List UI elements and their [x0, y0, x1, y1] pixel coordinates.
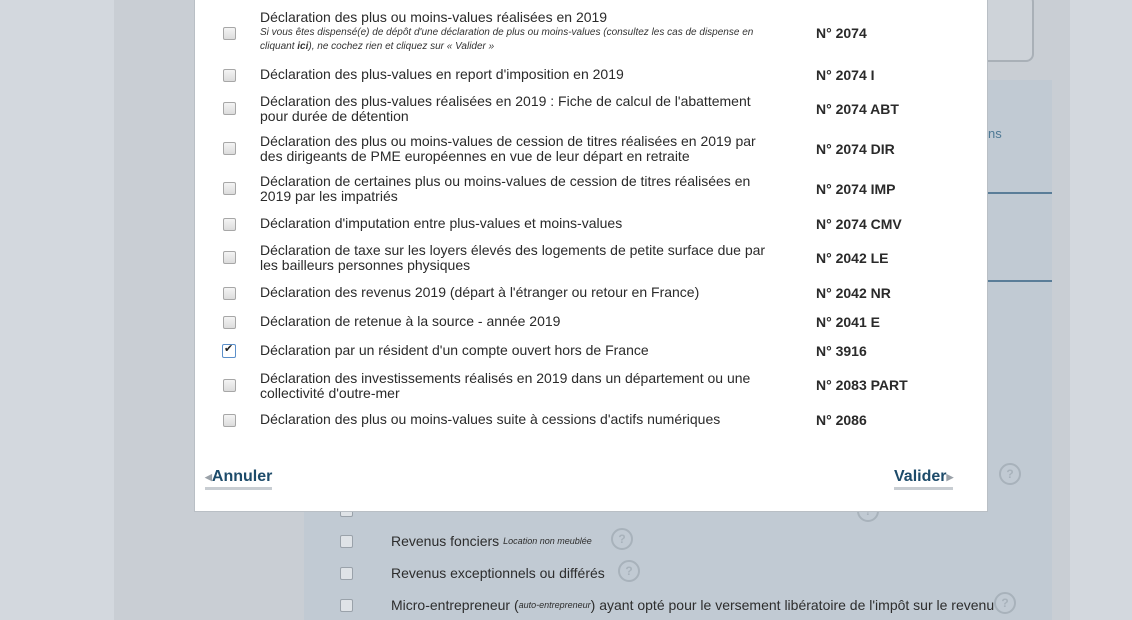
- form-checkbox[interactable]: [223, 27, 236, 40]
- background-row-note: auto-entrepreneur: [518, 600, 591, 610]
- background-checkbox[interactable]: [340, 567, 353, 580]
- form-checkbox[interactable]: [223, 142, 236, 155]
- form-item-label: Déclaration d'imputation entre plus-values et moins-values: [260, 215, 623, 231]
- form-item-label: Déclaration des investissements réalisés en 2019 dans un département ou une collectivité d'outre-mer: [260, 370, 751, 401]
- validate-button[interactable]: [894, 468, 953, 490]
- background-row: [340, 595, 994, 615]
- background-row-label: ) ayant opté pour le versement libératoire de l'impôt sur le revenu: [590, 597, 995, 613]
- background-row-note: Location non meublée: [503, 536, 592, 546]
- background-row-label: Revenus exceptionnels ou différés: [391, 565, 605, 581]
- form-checkbox[interactable]: [223, 316, 236, 329]
- background-row-label: Revenus fonciers: [391, 533, 500, 549]
- help-icon[interactable]: ?: [994, 592, 1016, 614]
- form-checkbox-checked[interactable]: [222, 344, 236, 358]
- validate-button-label: Valider: [894, 468, 947, 485]
- form-number: N° 2074: [816, 25, 867, 41]
- note-text: Si vous êtes dispensé(e) de dépôt d'une déclaration de plus ou moins-values (consultez les cas de dispense en cliquant: [260, 27, 754, 52]
- background-checkbox[interactable]: [340, 535, 353, 548]
- background-row: [340, 531, 592, 551]
- form-item-label: Déclaration des plus ou moins-values de cession de titres réalisées en 2019 par des dirigeants de PME européennes en vue de leur départ en retraite: [260, 133, 756, 164]
- form-number: N° 2074 DIR: [816, 141, 895, 157]
- form-item-label: Déclaration de certaines plus ou moins-values de cession de titres réalisées en 2019 par les impatriés: [260, 173, 751, 204]
- form-item-label: Déclaration de taxe sur les loyers élevés des logements de petite surface due par les bailleurs personnes physiques: [260, 242, 766, 273]
- background-row-label: Micro-entrepreneur (: [391, 597, 519, 613]
- background-divider: [988, 192, 1052, 194]
- help-icon[interactable]: ?: [999, 463, 1021, 485]
- dispense-link[interactable]: ici: [297, 41, 309, 52]
- left-arrow-icon: ◀: [205, 471, 212, 482]
- form-checkbox[interactable]: [223, 218, 236, 231]
- form-item-label: Déclaration des plus-values en report d'imposition en 2019: [260, 66, 624, 82]
- form-selection-dialog: [194, 0, 988, 512]
- form-item-title: Déclaration des plus ou moins-values réalisées en 2019: [260, 9, 608, 25]
- form-item-label: Déclaration des plus ou moins-values suite à cessions d'actifs numériques: [260, 411, 721, 427]
- help-icon[interactable]: ?: [611, 528, 633, 550]
- form-number: N° 2074 I: [816, 67, 875, 83]
- form-checkbox[interactable]: [223, 414, 236, 427]
- background-checkbox[interactable]: [340, 599, 353, 612]
- form-checkbox[interactable]: [223, 69, 236, 82]
- help-icon[interactable]: ?: [618, 560, 640, 582]
- form-checkbox[interactable]: [223, 287, 236, 300]
- right-arrow-icon: ▶: [946, 471, 954, 482]
- form-item-label: Déclaration des plus-values réalisées en 2019 : Fiche de calcul de l'abattement pour durée de détention: [260, 93, 751, 124]
- form-item-label: Déclaration des revenus 2019 (départ à l'étranger ou retour en France): [260, 284, 700, 300]
- background-partial-text: ns: [988, 126, 1002, 141]
- background-row: [340, 563, 605, 583]
- cancel-button-label: Annuler: [211, 468, 273, 485]
- form-checkbox[interactable]: [223, 102, 236, 115]
- form-item-label: [260, 10, 780, 54]
- background-divider: [988, 280, 1052, 282]
- form-item-note: [260, 26, 780, 54]
- form-item-label: Déclaration de retenue à la source - année 2019: [260, 313, 561, 329]
- form-checkbox[interactable]: [223, 251, 236, 264]
- form-number: N° 2074 CMV: [816, 216, 902, 232]
- form-checkbox[interactable]: [223, 182, 236, 195]
- form-number: N° 2074 ABT: [816, 101, 899, 117]
- form-number: N° 2074 IMP: [816, 181, 896, 197]
- form-item-label: Déclaration par un résident d'un compte ouvert hors de France: [260, 342, 649, 358]
- form-number: N° 2083 PART: [816, 377, 908, 393]
- form-checkbox[interactable]: [223, 379, 236, 392]
- form-number: N° 3916: [816, 343, 867, 359]
- form-number: N° 2086: [816, 412, 867, 428]
- note-text: ), ne cochez rien et cliquez sur « Valider »: [308, 41, 495, 52]
- cancel-button[interactable]: [205, 468, 272, 490]
- form-number: N° 2041 E: [816, 314, 880, 330]
- form-number: N° 2042 NR: [816, 285, 891, 301]
- form-number: N° 2042 LE: [816, 250, 889, 266]
